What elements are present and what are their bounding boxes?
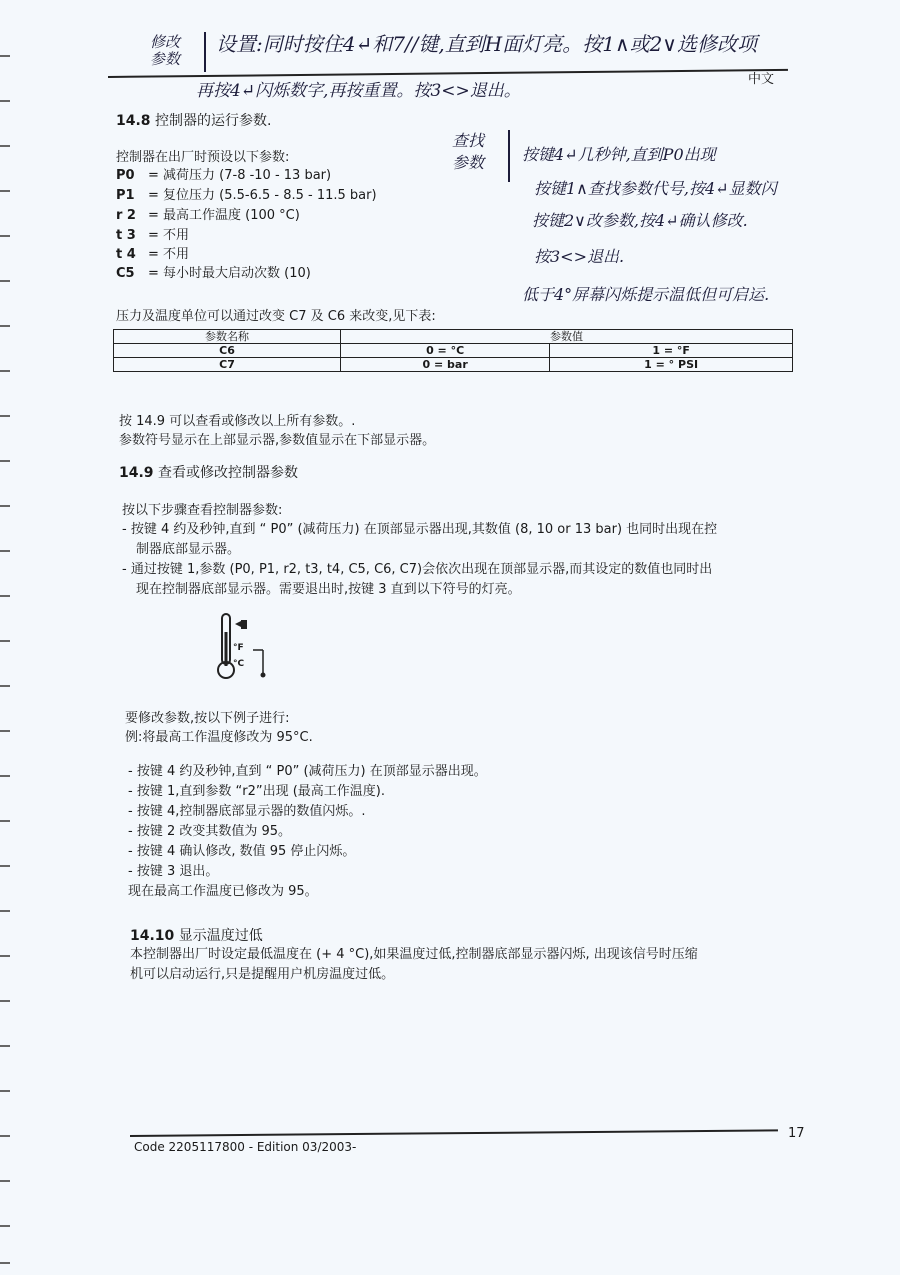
modify-step: - 按键 4 确认修改, 数值 95 停止闪烁。 [128,844,356,859]
handwritten-right-line: 按键1∧查找参数代号,按4↵显数闪 [534,179,777,198]
section-14-8-heading: 14.8 控制器的运行参数. [116,113,272,129]
view-step-cont: 制器底部显示器。 [136,542,241,557]
param-row: r 2 = 最高工作温度 (100 °C) [116,208,300,223]
handwritten-right-line: 低于4°屏幕闪烁提示温低但可启运. [522,285,770,304]
footer-code: Code 2205117800 - Edition 03/2003- [134,1140,357,1154]
unit-c-label: °C [233,659,245,669]
param-row: t 4 = 不用 [116,247,190,262]
section-14-10-body-2: 机可以启动运行,只是提醒用户机房温度过低。 [130,967,395,982]
language-label: 中文 [748,72,775,87]
preset-intro: 控制器在出厂时预设以下参数: [116,150,290,165]
param-row: C5 = 每小时最大启动次数 (10) [116,266,311,281]
unit-f-label: °F [233,643,244,653]
modify-intro: 要修改参数,按以下例子进行: [125,711,290,726]
modify-result: 现在最高工作温度已修改为 95。 [128,884,318,899]
modify-example: 例:将最高工作温度修改为 95°C. [125,730,313,745]
modify-step: - 按键 1,直到参数 “r2”出现 (最高工作温度). [128,784,385,799]
section-14-10-body-1: 本控制器出厂时设定最低温度在 (+ 4 °C),如果温度过低,控制器底部显示器闪烁, 出现该信号时压缩 [130,947,698,962]
page-number: 17 [788,1126,805,1141]
view-note-2: 参数符号显示在上部显示器,参数值显示在下部显示器。 [119,433,436,448]
handwritten-note-line1: 设置:同时按住4↵和7//键,直到H面灯亮。按1∧或2∨选修改项 [216,32,757,56]
handwritten-side-label: 修改 参数 [150,33,181,68]
view-note-1: 按 14.9 可以查看或修改以上所有参数。. [119,414,356,429]
parameter-units-table [113,329,793,372]
modify-step: - 按键 4,控制器底部显示器的数值闪烁。. [128,804,366,819]
footer-rule [130,1129,778,1137]
modify-step: - 按键 3 退出。 [128,864,219,879]
thermometer-icon [213,610,273,685]
view-steps-intro: 按以下步骤查看控制器参数: [122,503,283,518]
handwritten-right-label: 查找 参数 [452,131,485,172]
handwritten-right-line: 按键2∨改参数,按4↵确认修改. [532,211,748,230]
units-note: 压力及温度单位可以通过改变 C7 及 C6 来改变,见下表: [116,309,436,324]
view-step: - 通过按键 1,参数 (P0, P1, r2, t3, t4, C5, C6, C7)会依次出现在顶部显示器,而其设定的数值也同时出 [122,562,713,577]
view-step-cont: 现在控制器底部显示器。需要退出时,按键 3 直到以下符号的灯亮。 [136,582,521,597]
section-14-10-heading: 14.10 显示温度过低 [130,928,263,944]
handwritten-right-line: 按3<>退出. [534,247,625,266]
table-row: C6 0 = °C 1 = °F [114,344,793,358]
view-step: - 按键 4 约及秒钟,直到 “ P0” (减荷压力) 在顶部显示器出现,其数值 (8, 10 or 13 bar) 也同时出现在控 [122,522,718,537]
param-row: P0 = 减荷压力 (7-8 -10 - 13 bar) [116,168,332,183]
modify-step: - 按键 2 改变其数值为 95。 [128,824,292,839]
table-header-value: 参数值 [341,330,793,344]
table-row: C7 0 = bar 1 = ° PSI [114,358,793,372]
handwritten-right-bracket [508,130,510,182]
handwritten-note-line2: 再按4↵闪烁数字,再按重置。按3<>退出。 [196,81,521,101]
table-header-name: 参数名称 [114,330,341,344]
handwritten-bracket [204,32,206,72]
handwritten-right-line: 按键4↵几秒钟,直到P0出现 [522,145,716,164]
param-row: P1 = 复位压力 (5.5-6.5 - 8.5 - 11.5 bar) [116,188,377,203]
table-header-row [114,330,793,344]
section-14-9-heading: 14.9 查看或修改控制器参数 [119,465,298,481]
binder-edge [0,0,14,1275]
param-row: t 3 = 不用 [116,228,190,243]
modify-step: - 按键 4 约及秒钟,直到 “ P0” (减荷压力) 在顶部显示器出现。 [128,764,487,779]
